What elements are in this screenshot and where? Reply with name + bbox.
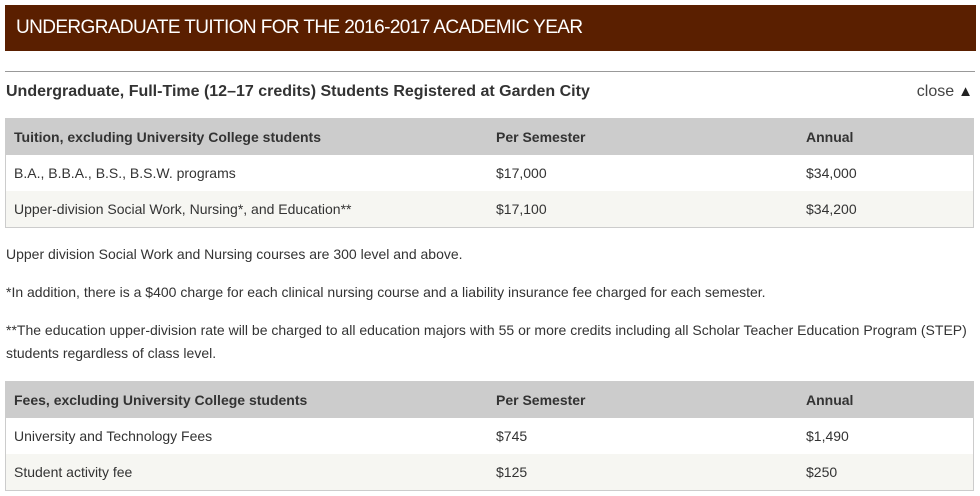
section-title: Undergraduate, Full-Time (12–17 credits) Students Registered at Garden City [6, 83, 590, 100]
table-row [6, 191, 973, 227]
section-header [5, 79, 973, 105]
tuition-header-annual: Annual [806, 129, 854, 145]
tuition-table-header [6, 119, 973, 155]
note-upper-division: Upper division Social Work and Nursing courses are 300 level and above. [6, 246, 463, 262]
table-cell-program: Upper-division Social Work, Nursing*, and Education** [14, 201, 352, 217]
close-toggle-button[interactable] [917, 79, 973, 105]
table-cell-per-semester: $17,100 [496, 201, 547, 217]
table-row [6, 418, 973, 454]
triangle-up-icon[interactable]: ▲ [958, 83, 973, 100]
table-row [6, 454, 973, 490]
tuition-header-per-semester: Per Semester [496, 129, 586, 145]
table-cell-per-semester: $17,000 [496, 165, 547, 181]
fees-header-item: Fees, excluding University College students [14, 392, 308, 408]
banner-title: UNDERGRADUATE TUITION FOR THE 2016-2017 ACADEMIC YEAR [16, 17, 583, 38]
tuition-table [5, 118, 974, 228]
table-cell-program: B.A., B.B.A., B.S., B.S.W. programs [14, 165, 236, 181]
table-cell-per-semester: $745 [496, 428, 528, 444]
tuition-header-program: Tuition, excluding University College students [14, 129, 322, 145]
page-banner [5, 5, 976, 51]
note-education-rate: **The education upper-division rate will be charged to all education majors with 55 or more credits including all Scholar Teacher Education Program (STEP) students regardless of class level. [6, 322, 967, 361]
table-cell-annual: $1,490 [806, 428, 849, 444]
fees-header-annual: Annual [806, 392, 854, 408]
section-divider [5, 71, 975, 72]
close-label[interactable]: close [916, 83, 955, 100]
table-cell-fee: Student activity fee [14, 464, 133, 480]
fees-header-per-semester: Per Semester [496, 392, 586, 408]
table-cell-per-semester: $125 [496, 464, 528, 480]
table-cell-fee: University and Technology Fees [14, 428, 213, 444]
table-row [6, 155, 973, 191]
table-cell-annual: $34,000 [806, 165, 857, 181]
fees-table-header [6, 382, 973, 418]
fees-table [5, 381, 974, 491]
table-cell-annual: $250 [806, 464, 838, 480]
table-cell-annual: $34,200 [806, 201, 857, 217]
note-nursing-charge: *In addition, there is a $400 charge for each clinical nursing course and a liability insurance fee charged for each semester. [6, 284, 766, 300]
